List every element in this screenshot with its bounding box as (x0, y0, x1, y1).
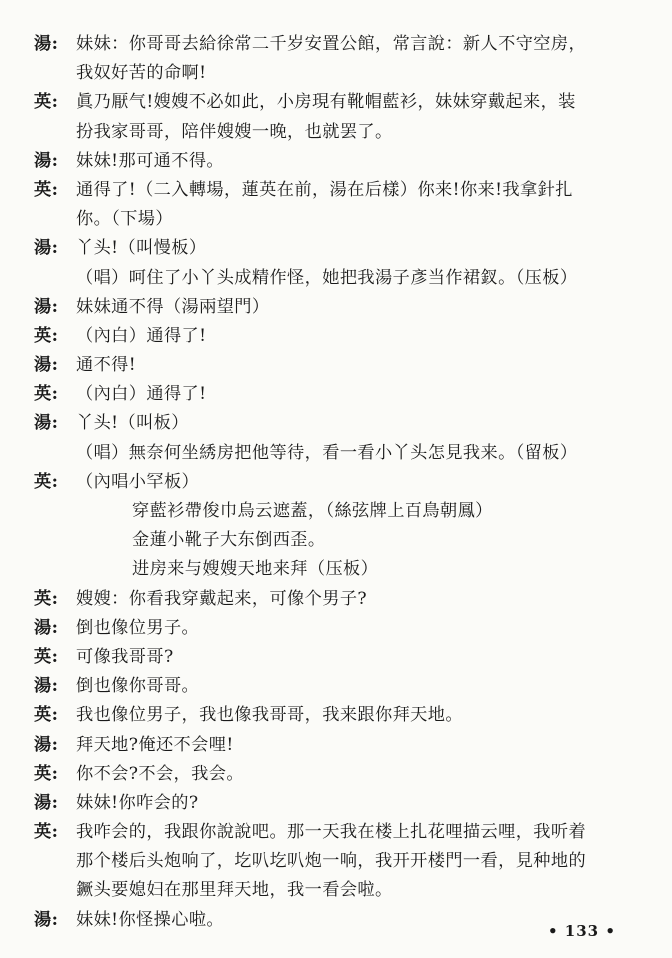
speaker-label: 湯: (34, 296, 59, 317)
dialogue-line (34, 643, 644, 672)
line-text: 嫂嫂：你看我穿戴起来，可像个男子? (76, 588, 368, 609)
line-text: 妹妹!你咋会的? (76, 792, 199, 813)
speaker-label: 英: (34, 325, 59, 346)
dialogue-line (34, 409, 644, 438)
line-text: 拜天地?俺还不会哩! (76, 734, 234, 755)
speaker-label: 英: (34, 471, 59, 492)
dialogue-line (34, 380, 644, 409)
speaker-label: 湯: (34, 676, 59, 697)
line-text: 通不得! (76, 355, 137, 376)
speaker-label: 湯: (34, 792, 59, 813)
speaker-label: 英: (34, 705, 59, 726)
speaker-label: 湯: (34, 734, 59, 755)
dialogue-line (34, 818, 644, 847)
dialogue-line (34, 497, 644, 526)
line-text: （唱）無奈何坐綉房把他等待，看一看小丫头怎見我来。（留板） (76, 442, 578, 463)
speaker-label: 英: (34, 822, 59, 843)
dialogue-line (34, 876, 644, 905)
line-text: （內唱小罕板） (76, 471, 200, 492)
speaker-label: 湯: (34, 909, 59, 930)
dialogue-line (34, 205, 644, 234)
line-text: （內白）通得了! (76, 325, 207, 346)
dialogue-line (34, 147, 644, 176)
dialogue-line (34, 264, 644, 293)
dialogue-body (34, 30, 644, 935)
speaker-label: 英: (34, 92, 59, 113)
line-text: 倒也像位男子。 (76, 617, 200, 638)
dialogue-line (34, 585, 644, 614)
line-text: 妹妹通不得（湯兩望門） (76, 296, 270, 317)
line-text: 妹妹!你怪操心啦。 (76, 909, 225, 930)
line-text: 那个楼后头炮响了，圪叭圪叭炮一响，我开开楼門一看，見种地的 (76, 851, 587, 872)
speaker-label: 英: (34, 384, 59, 405)
line-text: 扮我家哥哥，陪伴嫂嫂一晚，也就罢了。 (76, 121, 393, 142)
dialogue-line (34, 847, 644, 876)
line-text: 丫头!（叫板） (76, 413, 189, 434)
dialogue-line (34, 351, 644, 380)
dialogue-line (34, 731, 644, 760)
line-text: 鐝头要媳妇在那里拜天地，我一看会啦。 (76, 880, 393, 901)
line-text: 通得了!（二入轉場，蓮英在前，湯在后樣）你来!你来!我拿針扎 (76, 179, 573, 200)
line-text: 我咋会的，我跟你說說吧。那一天我在楼上扎花哩描云哩，我听着 (76, 822, 587, 843)
line-text: 我也像位男子，我也像我哥哥，我来跟你拜天地。 (76, 705, 463, 726)
line-text: 穿藍衫帶俊巾烏云遮蓋，（絲弦牌上百鳥朝鳳） (132, 501, 493, 521)
dialogue-line (34, 614, 644, 643)
speaker-label: 湯: (34, 238, 59, 259)
speaker-label: 湯: (34, 617, 59, 638)
speaker-label: 湯: (34, 355, 59, 376)
speaker-label: 英: (34, 763, 59, 784)
line-text: 眞乃厭气!嫂嫂不必如此，小房現有靴帽藍衫，妹妹穿戴起来，装 (76, 92, 576, 113)
line-text: 妹妹!那可通不得。 (76, 150, 225, 171)
speaker-label: 英: (34, 588, 59, 609)
line-text: 金蓮小靴子大东倒西歪。 (132, 530, 326, 551)
dialogue-line (34, 789, 644, 818)
line-text: 可像我哥哥? (76, 646, 174, 667)
dialogue-line (34, 672, 644, 701)
speaker-label: 英: (34, 646, 59, 667)
dialogue-line (34, 526, 644, 555)
line-text: 妹妹：你哥哥去給徐常二千岁安置公館，常言說：新人不守空房， (76, 34, 587, 54)
dialogue-line (34, 30, 644, 59)
speaker-label: 湯: (34, 150, 59, 171)
line-text: 你不会?不会，我会。 (76, 763, 244, 784)
line-text: （唱）呵住了小丫头成精作怪，她把我湯子彥当作裙釵。（压板） (76, 267, 578, 288)
dialogue-line (34, 59, 644, 88)
speaker-label: 湯: (34, 413, 59, 434)
line-text: 倒也像你哥哥。 (76, 676, 200, 697)
dialogue-line (34, 234, 644, 263)
dialogue-line (34, 555, 644, 584)
dialogue-line (34, 118, 644, 147)
dialogue-line (34, 176, 644, 205)
line-text: 我奴好苦的命啊! (76, 63, 207, 84)
line-text: 你。（下場） (76, 209, 173, 230)
line-text: 进房来与嫂嫂天地来拜（压板） (132, 559, 379, 580)
dialogue-line (34, 439, 644, 468)
speaker-label: 英: (34, 179, 59, 200)
dialogue-line (34, 468, 644, 497)
dialogue-line (34, 293, 644, 322)
speaker-label: 湯: (34, 34, 59, 54)
page-number: • 133 • (548, 922, 616, 940)
line-text: 丫头!（叫慢板） (76, 238, 207, 259)
dialogue-line (34, 88, 644, 117)
dialogue-line (34, 701, 644, 730)
dialogue-line (34, 760, 644, 789)
line-text: （內白）通得了! (76, 384, 207, 405)
dialogue-line (34, 322, 644, 351)
